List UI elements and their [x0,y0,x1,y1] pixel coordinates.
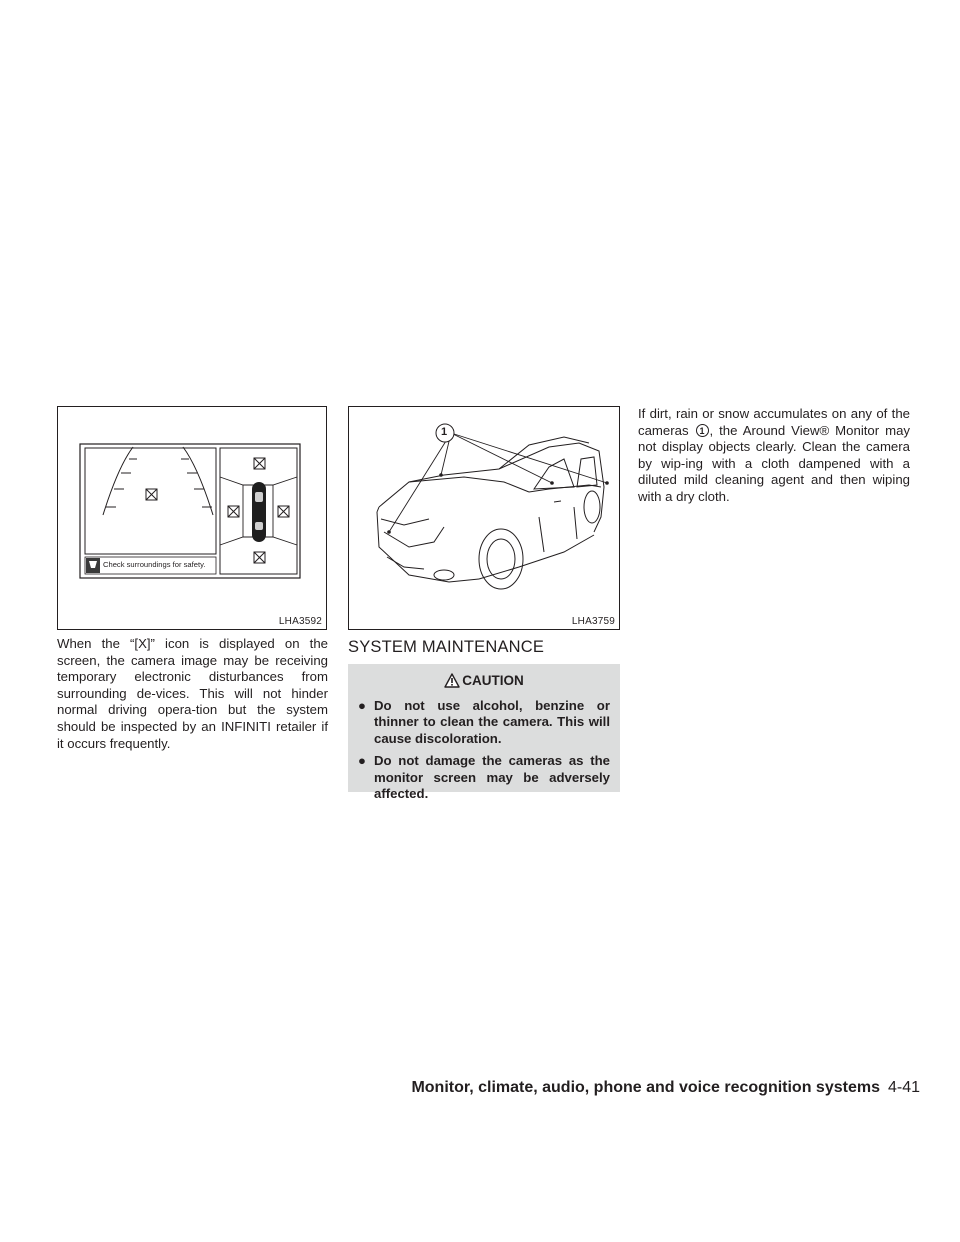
left-paragraph: When the “[X]” icon is displayed on the screen, the camera image may be receiving temporary electronic disturbances from surrounding de-vices. This will not hinder normal driving opera-tion but the system should be inspected by an INFINITI retailer if it occurs frequently. [57,636,328,751]
figure-monitor-screen [57,406,327,630]
callout-number: 1 [696,424,709,437]
right-paragraph-start: If dirt, rain or snow accumulates on any of the cameras [638,406,910,438]
caution-item [358,753,610,802]
callout-number: 1 [441,426,448,438]
warning-icon [444,673,460,688]
x-icon [146,489,157,500]
figure-vehicle-cameras [348,406,620,630]
bullet: ● [358,753,366,769]
vehicle-illustration [349,407,619,613]
monitor-illustration [58,407,326,613]
x-icon [254,458,265,469]
caution-title [358,670,610,690]
page-footer [411,1079,920,1097]
caution-item-text: Do not damage the cameras as the monitor screen may be adversely affected. [374,753,610,802]
caution-box [348,664,620,802]
caution-label: CAUTION [462,672,524,688]
caution-item-text: Do not use alcohol, benzine or thinner to clean the camera. This will cause discoloration. [374,698,610,746]
caution-item [358,698,610,747]
figure-code: LHA3759 [571,616,615,627]
x-icon [254,552,265,563]
chapter-title: Monitor, climate, audio, phone and voice recognition systems [411,1079,880,1096]
section-heading: SYSTEM MAINTENANCE [348,638,545,656]
right-paragraph-end: , the Around View® Monitor may not display objects clearly. Clean the camera by wip-ing with a cloth dampened with a diluted mild cleaning agent and then wiping with a dry cloth. [638,422,910,504]
screen-message: Check surroundings for safety. [103,560,206,569]
caution-list [358,698,610,802]
x-icon [228,506,239,517]
x-icon [278,506,289,517]
right-paragraph [638,406,910,506]
page-number: 4-41 [887,1079,920,1096]
bullet: ● [358,698,366,713]
figure-code: LHA3592 [278,616,322,627]
